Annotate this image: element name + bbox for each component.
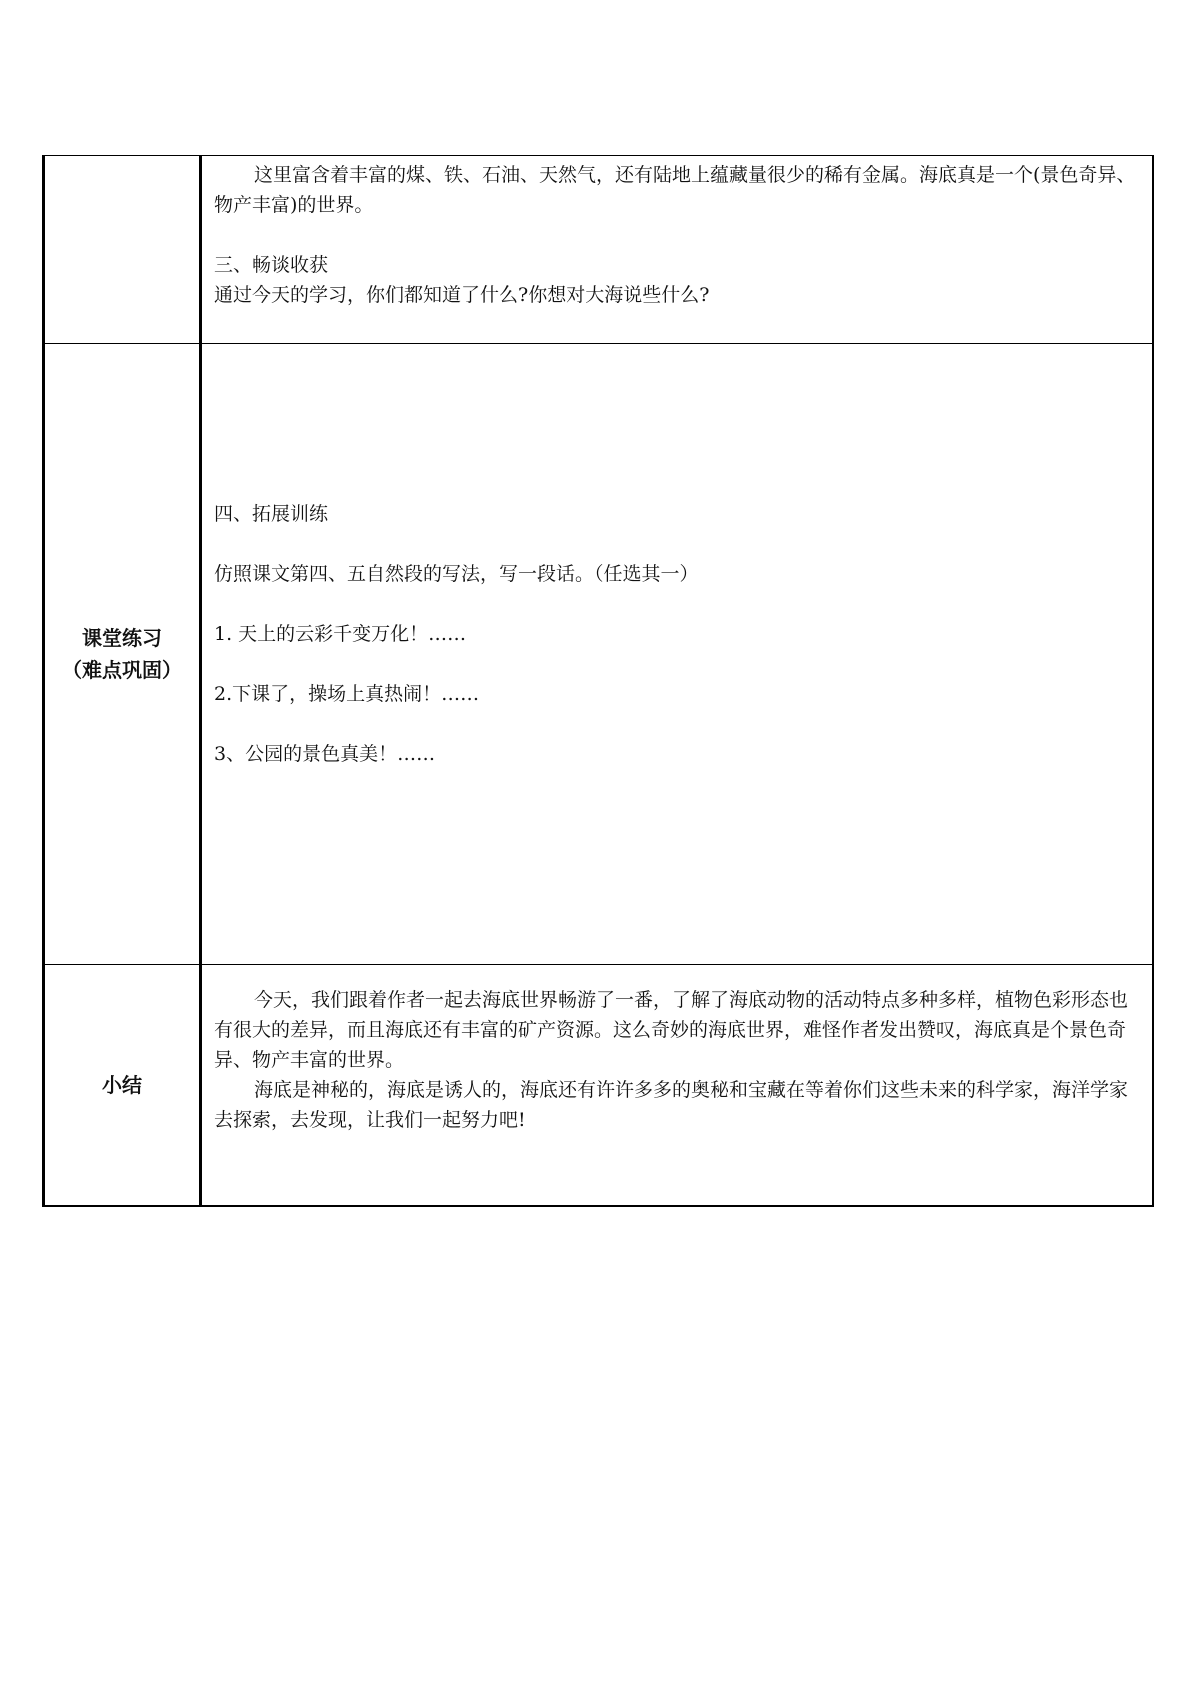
spacer	[214, 344, 1142, 499]
label-line: 课堂练习	[82, 626, 162, 650]
list-item: 1. 天上的云彩千变万化！……	[214, 623, 467, 645]
spacer	[214, 220, 1142, 250]
section-heading: 四、拓展训练	[214, 503, 329, 525]
row-label-summary: 小结	[44, 965, 201, 1207]
spacer	[214, 529, 1142, 559]
content-paragraph: 这里富含着丰富的煤、铁、石油、天然气，还有陆地上蕴藏量很少的稀有金属。海底真是一个(景色奇异、物产丰富)的世界。	[214, 164, 1136, 216]
content-paragraph: 海底是神秘的，海底是诱人的，海底还有许许多多的奥秘和宝藏在等着你们这些未来的科学家，海洋学家去探索，去发现，让我们一起努力吧!	[214, 1079, 1129, 1131]
content-paragraph: 通过今天的学习，你们都知道了什么?你想对大海说些什么?	[214, 284, 710, 306]
list-item: 3、公园的景色真美！……	[214, 743, 436, 765]
content-paragraph: 仿照课文第四、五自然段的写法，写一段话。（任选其一）	[214, 563, 699, 585]
table-row	[44, 965, 1154, 1207]
row-label-empty	[44, 156, 201, 344]
list-item: 2.下课了，操场上真热闹！……	[214, 683, 480, 705]
row-content-summary	[201, 965, 1154, 1207]
row-content-extension-training	[201, 344, 1154, 965]
spacer	[214, 709, 1142, 739]
lesson-table	[42, 155, 1154, 1207]
spacer	[214, 589, 1142, 619]
content-paragraph: 今天，我们跟着作者一起去海底世界畅游了一番，了解了海底动物的活动特点多种多样，植物色彩形态也有很大的差异，而且海底还有丰富的矿产资源。这么奇妙的海底世界，难怪作者发出赞叹，海底真是个景色奇异、物产丰富的世界。	[214, 989, 1129, 1071]
row-label-classroom-practice	[44, 344, 201, 965]
table-row	[44, 344, 1154, 965]
lesson-table-container	[42, 155, 1154, 1207]
row-content-summary-harvest	[201, 156, 1154, 344]
table-row	[44, 156, 1154, 344]
spacer	[214, 649, 1142, 679]
label-line: （难点巩固）	[62, 658, 182, 682]
section-heading: 三、畅谈收获	[214, 254, 329, 276]
